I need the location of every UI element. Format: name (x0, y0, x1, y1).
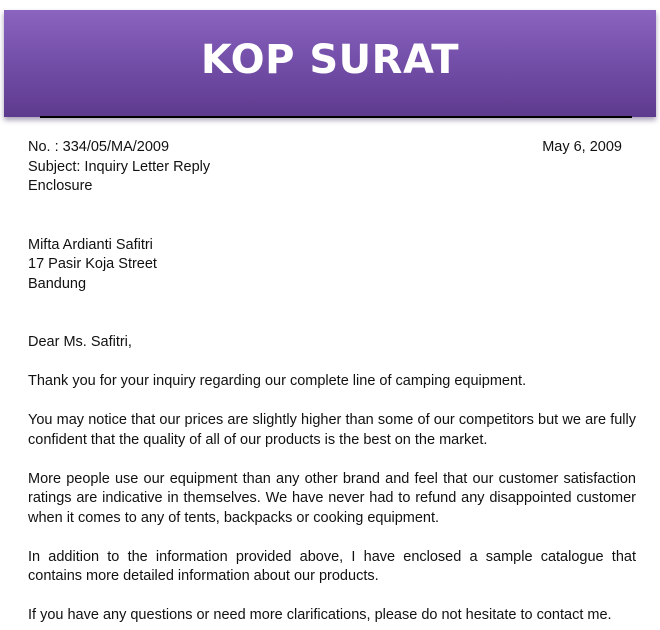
paragraph-catalogue: In addition to the information provided above, I have enclosed a sample catalogue that contains more detailed information about our products. (28, 548, 636, 584)
letter-subject: Subject: Inquiry Letter Reply (28, 158, 211, 175)
letter-enclosure: Enclosure (28, 178, 93, 194)
letterhead-title: KOP SURAT (200, 36, 460, 83)
letter-body (28, 138, 636, 626)
letter-meta-row (28, 138, 636, 158)
letter-number: No. : 334/05/MA/2009 (28, 139, 170, 155)
paragraph-satisfaction: More people use our equipment than any other brand and feel that our customer satisfaction ratings are indicative in themselves. We have never had to refund any disappointed customer when it comes to any of tents, backpacks or cooking equipment. (28, 470, 636, 526)
salutation: Dear Ms. Safitri, (28, 334, 132, 350)
recipient-name: Mifta Ardianti Safitri (28, 236, 153, 253)
letter-date: May 6, 2009 (542, 139, 622, 155)
recipient-street: 17 Pasir Koja Street (28, 256, 157, 272)
letterhead-divider (40, 116, 632, 118)
paragraph-prices: You may notice that our prices are slightly higher than some of our competitors but we are fully confident that the quality of all of our products is the best on the market. (28, 412, 636, 448)
recipient-city: Bandung (28, 275, 87, 292)
recipient-address (28, 236, 636, 295)
letterhead-banner (4, 10, 656, 117)
paragraph-thanks: Thank you for your inquiry regarding our complete line of camping equipment. (28, 373, 527, 389)
paragraph-contact: If you have any questions or need more clarifications, please do not hesitate to contact me. (28, 607, 612, 623)
